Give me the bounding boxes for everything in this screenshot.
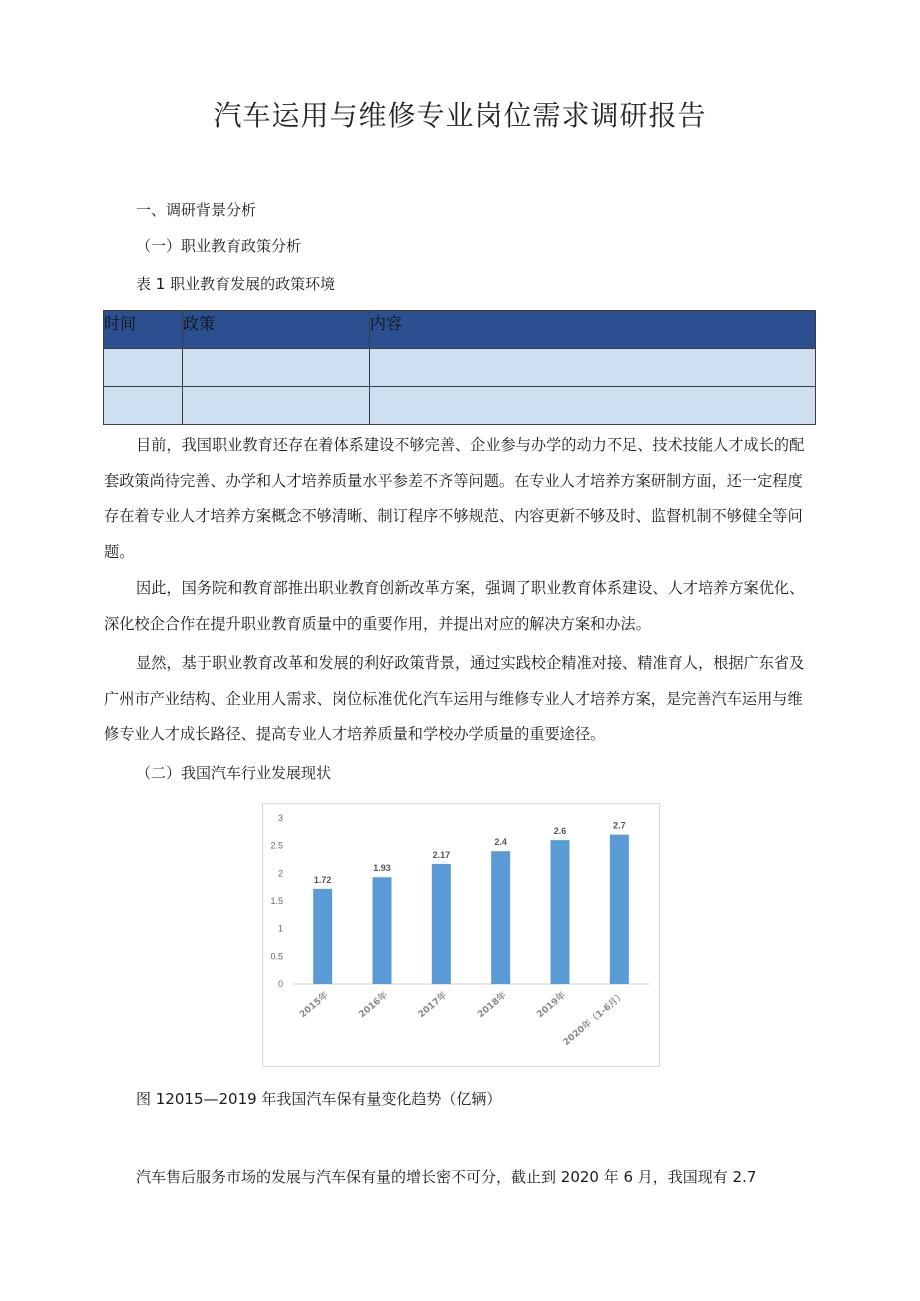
y-tick-label: 1.5 [270,896,283,906]
table-cell [183,387,370,425]
table-header-row [104,311,816,349]
bar-value-label: 2.4 [494,837,507,848]
bar-value-label: 1.93 [373,863,391,874]
y-tick-label: 0.5 [270,951,283,962]
y-tick-label: 3 [277,813,283,823]
document-title: 汽车运用与维修专业岗位需求调研报告 [213,99,707,132]
table-cell [370,387,816,425]
bar [551,840,570,984]
table-header-cell: 政策 [183,311,370,349]
bar [432,864,451,984]
section-heading: 一、调研背景分析 [136,201,257,219]
table-cell [104,349,183,387]
bar [373,877,392,984]
y-tick-label: 2.5 [270,840,283,851]
x-tick-label: 2016年 [357,990,390,1021]
table-header-cell: 时间 [104,311,183,349]
subsection-heading: （一）职业教育政策分析 [136,237,302,255]
table-caption: 表 1 职业教育发展的政策环境 [136,275,336,293]
table-row [104,387,816,425]
chart-svg [263,804,659,1066]
table-header-cell: 内容 [370,311,816,349]
bar-value-label: 2.7 [613,820,626,831]
x-tick-label: 2019年 [535,990,568,1021]
body-line: 汽车售后服务市场的发展与汽车保有量的增长密不可分，截止到 2020 年 6 月，我国现有 2.7 [136,1168,757,1186]
table-cell [104,387,183,425]
table-cell [370,349,816,387]
body-paragraph: 显然，基于职业教育改革和发展的利好政策背景，通过实践校企精准对接、精准育人，根据广东省及广州市产业结构、企业用人需求、岗位标准优化汽车运用与维修专业人才培养方案，是完善汽车运用与维修专业人才成长路径、提高专业人才培养质量和学校办学质量的重要途径。 [104,654,805,743]
body-paragraph: 因此，国务院和教育部推出职业教育创新改革方案，强调了职业教育体系建设、人才培养方案优化、深化校企合作在提升职业教育质量中的重要作用，并提出对应的解决方案和办法。 [104,579,805,633]
bar [313,889,332,984]
bar-value-label: 2.17 [432,849,451,860]
y-tick-label: 2 [277,868,283,879]
bar [610,835,629,984]
vehicle-ownership-chart [262,803,660,1067]
policy-table [103,310,816,425]
bar [491,851,510,984]
bar-value-label: 1.72 [313,874,332,885]
bar-value-label: 2.6 [553,826,567,837]
x-tick-label: 2020年（1-6月） [561,990,628,1048]
x-tick-label: 2017年 [416,990,450,1021]
figure-caption: 图 12015—2019 年我国汽车保有量变化趋势（亿辆） [136,1090,502,1108]
y-tick-label: 0 [277,979,283,989]
table-cell [183,349,370,387]
body-paragraph: 目前，我国职业教育还存在着体系建设不够完善、企业参与办学的动力不足、技术技能人才成长的配套政策尚待完善、办学和人才培养质量水平参差不齐等问题。在专业人才培养方案研制方面，还一定程度存在着专业人才培养方案概念不够清晰、制订程序不够规范、内容更新不够及时、监督机制不够健全等问题。 [104,436,805,561]
x-tick-label: 2018年 [476,990,509,1021]
x-tick-label: 2015年 [298,990,331,1021]
subsection-heading: （二）我国汽车行业发展现状 [136,764,332,782]
table-row [104,349,816,387]
y-tick-label: 1 [277,923,283,934]
